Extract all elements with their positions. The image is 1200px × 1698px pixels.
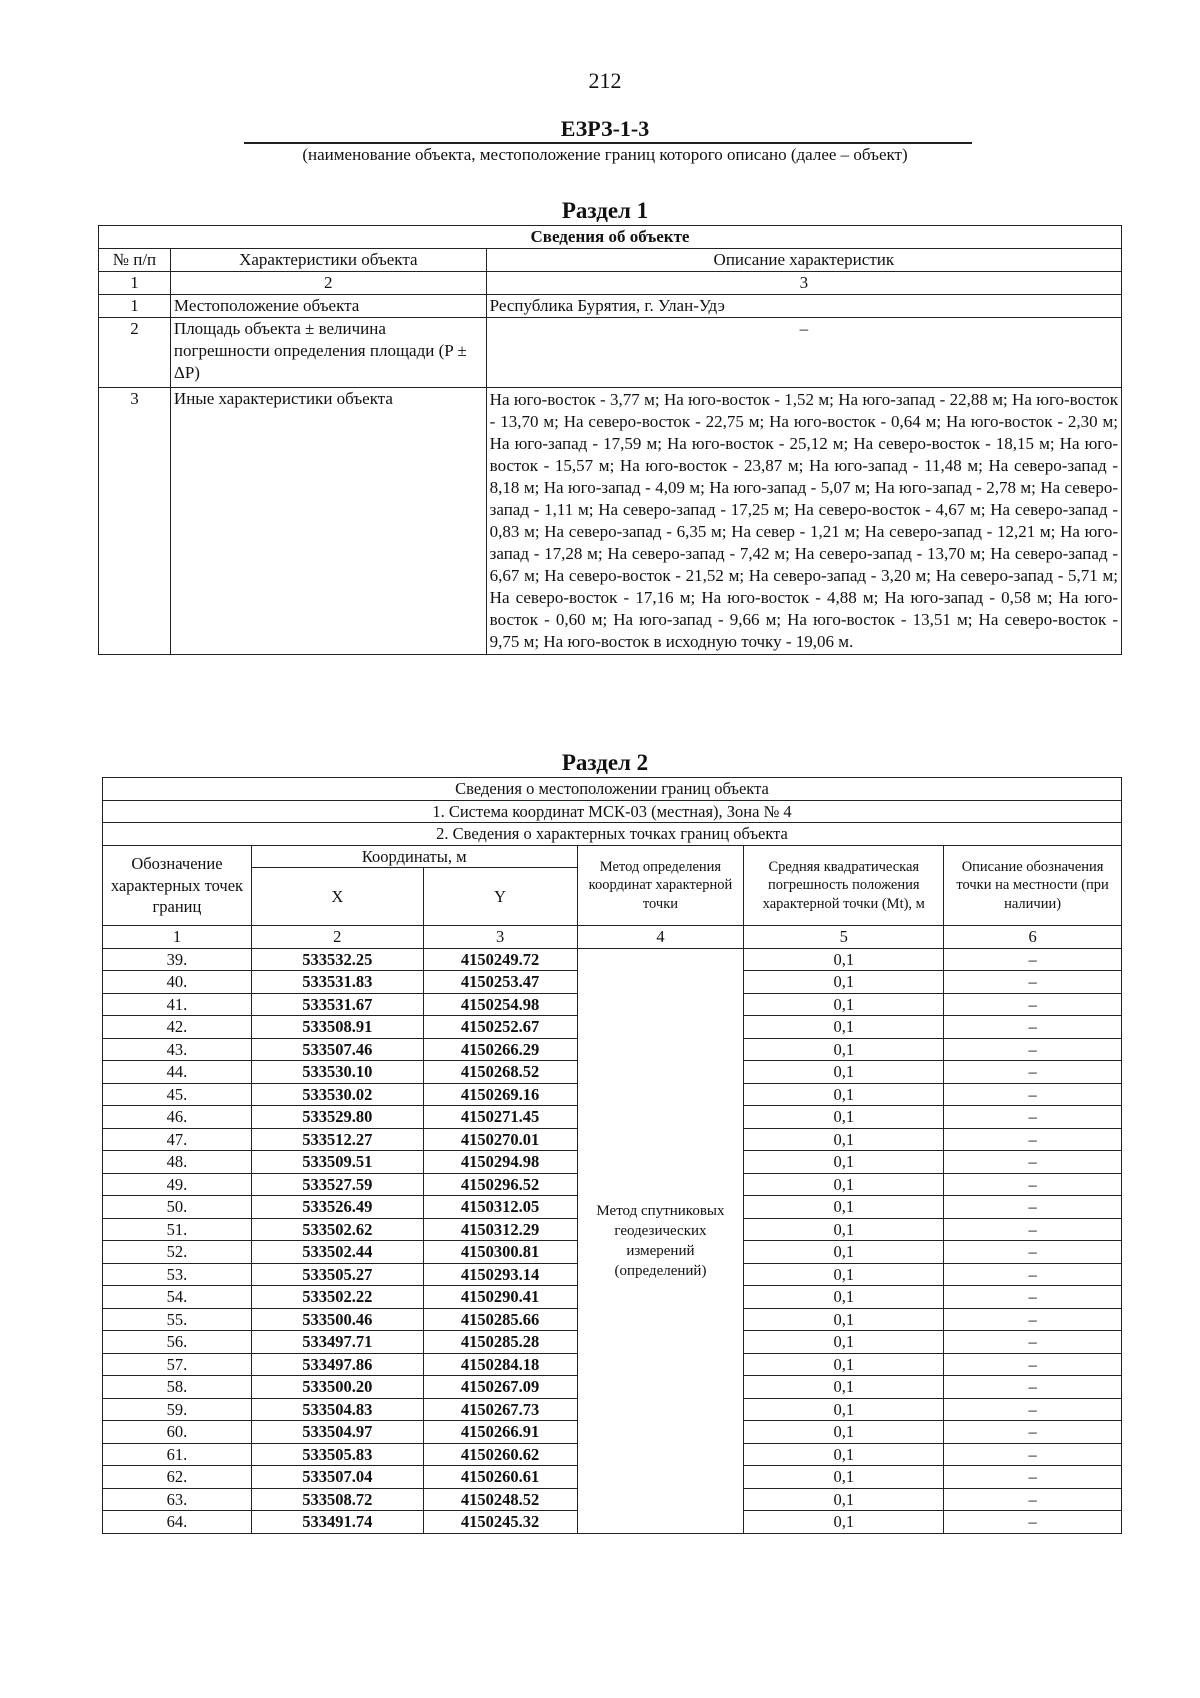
point-description: –: [944, 1353, 1122, 1376]
point-label: 45.: [103, 1083, 252, 1106]
coord-y: 4150268.52: [423, 1061, 577, 1084]
point-description: –: [944, 1173, 1122, 1196]
coord-y: 4150248.52: [423, 1488, 577, 1511]
coord-y: 4150266.91: [423, 1421, 577, 1444]
accuracy-value: 0,1: [744, 948, 944, 971]
coord-x: 533505.83: [251, 1443, 423, 1466]
points-caption: 2. Сведения о характерных точках границ объекта: [103, 823, 1122, 846]
point-label: 49.: [103, 1173, 252, 1196]
coord-y: 4150293.14: [423, 1263, 577, 1286]
row-num: 1: [99, 295, 171, 318]
coord-y: 4150284.18: [423, 1353, 577, 1376]
point-label: 62.: [103, 1466, 252, 1489]
table-row: [103, 948, 1122, 971]
point-label: 61.: [103, 1443, 252, 1466]
row-num: 2: [99, 318, 171, 388]
point-description: –: [944, 948, 1122, 971]
coord-y: 4150285.28: [423, 1331, 577, 1354]
col-number: 6: [944, 926, 1122, 949]
coord-x: 533500.20: [251, 1376, 423, 1399]
accuracy-value: 0,1: [744, 1016, 944, 1039]
coord-y: 4150266.29: [423, 1038, 577, 1061]
object-name: ЕЗРЗ-1-3: [560, 116, 650, 141]
point-description: –: [944, 1106, 1122, 1129]
method-value: Метод спутниковых геодезических измерений (определений): [577, 948, 744, 1533]
point-description: –: [944, 1466, 1122, 1489]
header-number: 2: [170, 272, 486, 295]
row-value: –: [486, 318, 1121, 388]
accuracy-value: 0,1: [744, 1421, 944, 1444]
accuracy-value: 0,1: [744, 1173, 944, 1196]
table-row: [99, 388, 1122, 655]
point-description: –: [944, 1398, 1122, 1421]
point-label: 41.: [103, 993, 252, 1016]
col-number: 4: [577, 926, 744, 949]
point-description: –: [944, 971, 1122, 994]
point-description: –: [944, 993, 1122, 1016]
coordinate-system: 1. Система координат МСК-03 (местная), Зона № 4: [103, 800, 1122, 823]
coord-y: 4150312.05: [423, 1196, 577, 1219]
coord-y: 4150312.29: [423, 1218, 577, 1241]
coord-x: 533507.46: [251, 1038, 423, 1061]
point-label: 55.: [103, 1308, 252, 1331]
accuracy-value: 0,1: [744, 1263, 944, 1286]
coord-x: 533507.04: [251, 1466, 423, 1489]
row-name: Иные характеристики объекта: [170, 388, 486, 655]
coord-y: 4150249.72: [423, 948, 577, 971]
coord-x: 533508.72: [251, 1488, 423, 1511]
section2-table: [102, 777, 1122, 1534]
coord-y: 4150252.67: [423, 1016, 577, 1039]
accuracy-value: 0,1: [744, 1038, 944, 1061]
coord-x: 533502.44: [251, 1241, 423, 1264]
coord-y: 4150267.73: [423, 1398, 577, 1421]
coord-x: 533527.59: [251, 1173, 423, 1196]
accuracy-value: 0,1: [744, 1196, 944, 1219]
coord-y: 4150296.52: [423, 1173, 577, 1196]
accuracy-value: 0,1: [744, 1083, 944, 1106]
accuracy-value: 0,1: [744, 1488, 944, 1511]
point-description: –: [944, 1286, 1122, 1309]
header-x: X: [251, 868, 423, 926]
coord-y: 4150253.47: [423, 971, 577, 994]
accuracy-value: 0,1: [744, 1061, 944, 1084]
coord-x: 533491.74: [251, 1511, 423, 1534]
header-number: 1: [99, 272, 171, 295]
point-description: –: [944, 1241, 1122, 1264]
header-characteristic: Характеристики объекта: [170, 249, 486, 272]
point-label: 47.: [103, 1128, 252, 1151]
coord-x: 533530.10: [251, 1061, 423, 1084]
header-description: Описание характеристик: [486, 249, 1121, 272]
header-method: Метод определения координат характерной точки: [577, 845, 744, 926]
coord-y: 4150285.66: [423, 1308, 577, 1331]
header-point: Обозначение характерных точек границ: [103, 845, 252, 926]
accuracy-value: 0,1: [744, 1128, 944, 1151]
coord-y: 4150294.98: [423, 1151, 577, 1174]
row-value: На юго-восток - 3,77 м; На юго-восток - 1,52 м; На юго-запад - 22,88 м; На юго-восток - 13,70 м; На северо-восток - 22,75 м; На юго-восток - 0,64 м; На юго-восток - 2,30 м; На юго-запад - 17,59 м; На юго-восток - 25,12 м; На северо-восток - 18,15 м; На юго-восток - 15,57 м; На юго-восток - 23,87 м; На юго-запад - 11,48 м; На северо-запад - 8,18 м; На юго-запад - 4,09 м; На юго-запад - 5,07 м; На юго-запад - 2,78 м; На северо-запад - 1,11 м; На северо-запад - 17,25 м; На северо-восток - 4,67 м; На северо-запад - 0,83 м; На северо-запад - 6,35 м; На север - 1,21 м; На северо-запад - 12,21 м; На юго-запад - 17,28 м; На северо-запад - 7,42 м; На северо-запад - 13,70 м; На северо-запад - 6,67 м; На северо-восток - 21,52 м; На северо-запад - 3,20 м; На северо-запад - 5,71 м; На северо-восток - 17,16 м; На юго-восток - 4,88 м; На юго-запад - 0,58 м; На юго-восток - 0,60 м; На юго-запад - 9,66 м; На юго-восток - 13,51 м; На северо-восток - 9,75 м; На юго-восток в исходную точку - 19,06 м.: [486, 388, 1121, 655]
point-label: 51.: [103, 1218, 252, 1241]
coord-x: 533502.62: [251, 1218, 423, 1241]
point-description: –: [944, 1376, 1122, 1399]
accuracy-value: 0,1: [744, 1376, 944, 1399]
row-num: 3: [99, 388, 171, 655]
point-label: 63.: [103, 1488, 252, 1511]
point-label: 50.: [103, 1196, 252, 1219]
point-label: 53.: [103, 1263, 252, 1286]
coord-x: 533531.67: [251, 993, 423, 1016]
section1-table-title: Сведения об объекте: [99, 226, 1122, 249]
accuracy-value: 0,1: [744, 1353, 944, 1376]
col-number: 2: [251, 926, 423, 949]
coord-y: 4150260.61: [423, 1466, 577, 1489]
page-number: 212: [588, 68, 622, 93]
coord-x: 533497.71: [251, 1331, 423, 1354]
coord-x: 533512.27: [251, 1128, 423, 1151]
point-label: 57.: [103, 1353, 252, 1376]
point-description: –: [944, 1083, 1122, 1106]
coord-x: 533500.46: [251, 1308, 423, 1331]
section1-title: Раздел 1: [561, 198, 649, 223]
point-label: 64.: [103, 1511, 252, 1534]
accuracy-value: 0,1: [744, 1511, 944, 1534]
coord-x: 533502.22: [251, 1286, 423, 1309]
point-description: –: [944, 1421, 1122, 1444]
accuracy-value: 0,1: [744, 1308, 944, 1331]
coord-y: 4150254.98: [423, 993, 577, 1016]
point-description: –: [944, 1443, 1122, 1466]
point-label: 42.: [103, 1016, 252, 1039]
point-label: 46.: [103, 1106, 252, 1129]
point-description: –: [944, 1218, 1122, 1241]
coord-x: 533504.83: [251, 1398, 423, 1421]
coord-y: 4150245.32: [423, 1511, 577, 1534]
section2-table-title: Сведения о местоположении границ объекта: [103, 778, 1122, 801]
section2-title: Раздел 2: [561, 750, 649, 775]
point-description: –: [944, 1308, 1122, 1331]
object-caption: (наименование объекта, местоположение границ которого описано (далее – объект): [302, 145, 908, 164]
accuracy-value: 0,1: [744, 1398, 944, 1421]
coord-y: 4150271.45: [423, 1106, 577, 1129]
point-description: –: [944, 1151, 1122, 1174]
accuracy-value: 0,1: [744, 1151, 944, 1174]
coord-x: 533504.97: [251, 1421, 423, 1444]
coord-x: 533509.51: [251, 1151, 423, 1174]
accuracy-value: 0,1: [744, 1443, 944, 1466]
header-point-description: Описание обозначения точки на местности (при наличии): [944, 845, 1122, 926]
point-description: –: [944, 1196, 1122, 1219]
row-name: Местоположение объекта: [170, 295, 486, 318]
point-label: 44.: [103, 1061, 252, 1084]
coord-x: 533529.80: [251, 1106, 423, 1129]
point-label: 48.: [103, 1151, 252, 1174]
accuracy-value: 0,1: [744, 1331, 944, 1354]
row-value: Республика Бурятия, г. Улан-Удэ: [486, 295, 1121, 318]
coord-x: 533526.49: [251, 1196, 423, 1219]
point-description: –: [944, 1016, 1122, 1039]
section1-table: [98, 225, 1122, 655]
col-number: 1: [103, 926, 252, 949]
point-label: 52.: [103, 1241, 252, 1264]
accuracy-value: 0,1: [744, 993, 944, 1016]
coord-x: 533530.02: [251, 1083, 423, 1106]
point-description: –: [944, 1331, 1122, 1354]
coord-y: 4150290.41: [423, 1286, 577, 1309]
point-label: 58.: [103, 1376, 252, 1399]
point-description: –: [944, 1511, 1122, 1534]
object-name-underline: [244, 142, 972, 144]
accuracy-value: 0,1: [744, 1218, 944, 1241]
coord-x: 533497.86: [251, 1353, 423, 1376]
header-accuracy: Средняя квадратическая погрешность положения характерной точки (Mt), м: [744, 845, 944, 926]
point-label: 39.: [103, 948, 252, 971]
point-description: –: [944, 1038, 1122, 1061]
table-row: [99, 318, 1122, 388]
coord-y: 4150260.62: [423, 1443, 577, 1466]
coord-y: 4150267.09: [423, 1376, 577, 1399]
coord-x: 533531.83: [251, 971, 423, 994]
coord-y: 4150300.81: [423, 1241, 577, 1264]
coord-y: 4150270.01: [423, 1128, 577, 1151]
point-description: –: [944, 1061, 1122, 1084]
table-row: [99, 295, 1122, 318]
header-number: 3: [486, 272, 1121, 295]
row-name: Площадь объекта ± величина погрешности определения площади (P ± ΔP): [170, 318, 486, 388]
col-number: 5: [744, 926, 944, 949]
point-label: 43.: [103, 1038, 252, 1061]
accuracy-value: 0,1: [744, 1241, 944, 1264]
point-label: 54.: [103, 1286, 252, 1309]
header-y: Y: [423, 868, 577, 926]
point-label: 56.: [103, 1331, 252, 1354]
header-coordinates: Координаты, м: [251, 845, 577, 868]
coord-x: 533532.25: [251, 948, 423, 971]
coord-x: 533508.91: [251, 1016, 423, 1039]
accuracy-value: 0,1: [744, 1466, 944, 1489]
accuracy-value: 0,1: [744, 971, 944, 994]
col-number: 3: [423, 926, 577, 949]
point-description: –: [944, 1263, 1122, 1286]
coord-x: 533505.27: [251, 1263, 423, 1286]
point-label: 40.: [103, 971, 252, 994]
accuracy-value: 0,1: [744, 1106, 944, 1129]
accuracy-value: 0,1: [744, 1286, 944, 1309]
point-label: 60.: [103, 1421, 252, 1444]
coord-y: 4150269.16: [423, 1083, 577, 1106]
point-description: –: [944, 1488, 1122, 1511]
point-label: 59.: [103, 1398, 252, 1421]
header-num: № п/п: [99, 249, 171, 272]
point-description: –: [944, 1128, 1122, 1151]
